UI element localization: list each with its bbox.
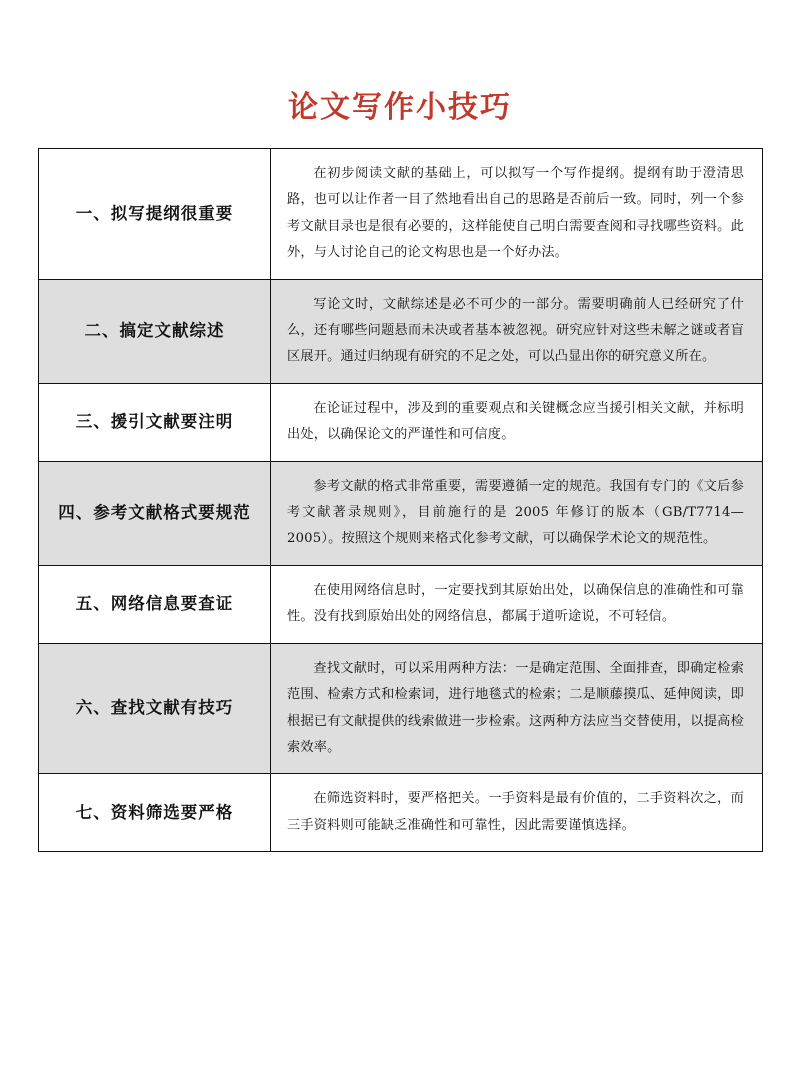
tip-body-text: 写论文时，文献综述是必不可少的一部分。需要明确前人已经研究了什么，还有哪些问题悬而未决或者基本被忽视。研究应针对这些未解之谜或者盲区展开。通过归纳现有研究的不足之处，可以凸显出你的研究意义所在。 xyxy=(287,296,744,365)
table-row xyxy=(39,643,763,774)
tip-body xyxy=(271,383,763,461)
tip-heading: 六、查找文献有技巧 xyxy=(39,643,271,774)
tip-heading: 二、搞定文献综述 xyxy=(39,279,271,383)
tip-body-text: 在初步阅读文献的基础上，可以拟写一个写作提纲。提纲有助于澄清思路，也可以让作者一目了然地看出自己的思路是否前后一致。同时，列一个参考文献目录也是很有必要的，这样能使自己明白需要查阅和寻找哪些资料。此外，与人讨论自己的论文构思也是一个好办法。 xyxy=(287,166,744,261)
tip-body xyxy=(271,643,763,774)
tip-heading: 七、资料筛选要严格 xyxy=(39,774,271,852)
tip-body xyxy=(271,461,763,565)
tip-body-text: 查找文献时，可以采用两种方法：一是确定范围、全面排查，即确定检索范围、检索方式和检索词，进行地毯式的检索；二是顺藤摸瓜、延伸阅读，即根据已有文献提供的线索做进一步检索。这两种方法应当交替使用，以提高检索效率。 xyxy=(287,660,744,755)
table-row xyxy=(39,774,763,852)
tip-body xyxy=(271,149,763,280)
tip-body xyxy=(271,774,763,852)
tip-heading: 一、拟写提纲很重要 xyxy=(39,149,271,280)
tip-heading: 四、参考文献格式要规范 xyxy=(39,461,271,565)
table-row xyxy=(39,461,763,565)
tips-table-container xyxy=(0,148,800,852)
tip-body-text: 参考文献的格式非常重要，需要遵循一定的规范。我国有专门的《文后参考文献著录规则》，目前施行的是 2005 年修订的版本（GB/T7714—2005）。按照这个规则来格式化参考文献，可以确保学术论文的规范性。 xyxy=(287,478,744,547)
tips-table xyxy=(38,148,763,852)
tip-body xyxy=(271,565,763,643)
tip-heading: 五、网络信息要查证 xyxy=(39,565,271,643)
table-row xyxy=(39,279,763,383)
tips-table-body xyxy=(39,149,763,852)
tip-body-text: 在使用网络信息时，一定要找到其原始出处，以确保信息的准确性和可靠性。没有找到原始出处的网络信息，都属于道听途说，不可轻信。 xyxy=(287,582,744,625)
tip-body-text: 在论证过程中，涉及到的重要观点和关键概念应当援引相关文献，并标明出处，以确保论文的严谨性和可信度。 xyxy=(287,400,744,443)
page-title: 论文写作小技巧 xyxy=(288,90,512,125)
tip-body-text: 在筛选资料时，要严格把关。一手资料是最有价值的，二手资料次之，而三手资料则可能缺乏准确性和可靠性，因此需要谨慎选择。 xyxy=(287,791,744,833)
tip-body xyxy=(271,279,763,383)
tip-heading: 三、援引文献要注明 xyxy=(39,383,271,461)
table-row xyxy=(39,149,763,280)
table-row xyxy=(39,383,763,461)
table-row xyxy=(39,565,763,643)
